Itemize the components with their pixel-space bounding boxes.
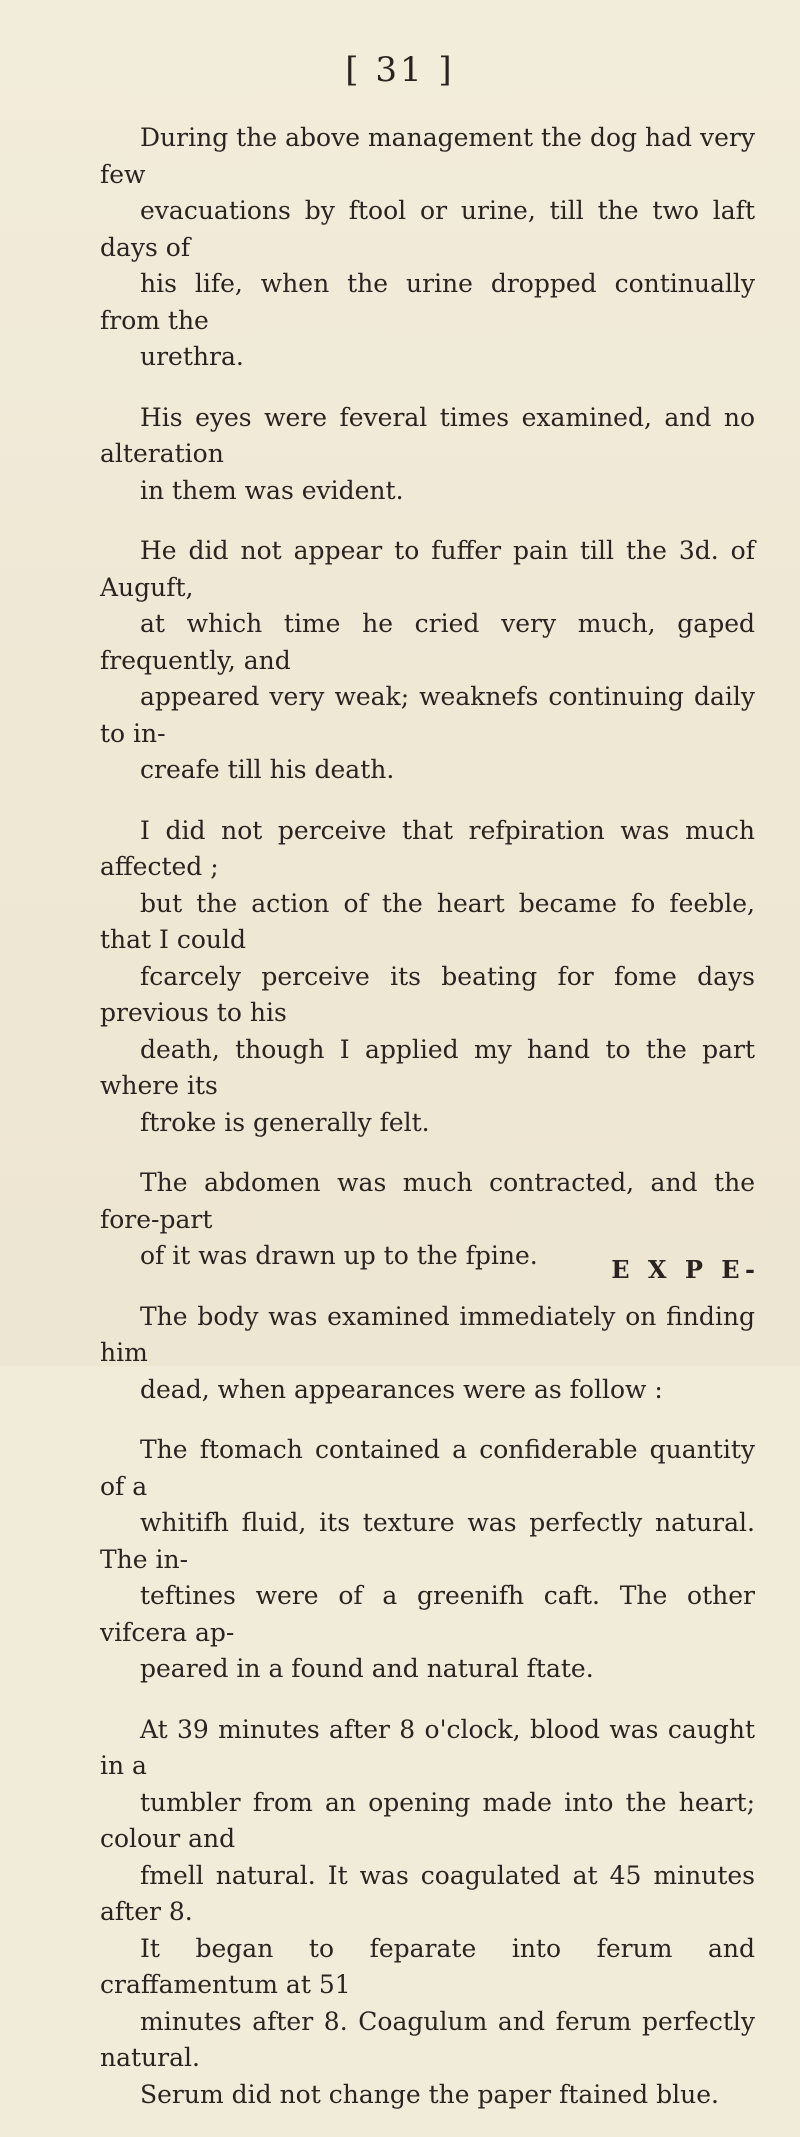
text-line: I did not perceive that refpiration was much affected ; <box>100 815 755 881</box>
text-line: dead, when appearances were as follow : <box>140 1374 663 1404</box>
text-line: whitifh fluid, its texture was perfectly natural. The in- <box>100 1508 755 1574</box>
body-text <box>100 120 755 2137</box>
text-line: During the above management the dog had very few <box>100 123 755 189</box>
text-line: creafe till his death. <box>140 755 395 784</box>
text-line: of it was drawn up to the fpine. <box>140 1241 538 1270</box>
text-line: At 39 minutes after 8 o'clock, blood was caught in a <box>100 1714 755 1780</box>
text-line: fcarcely perceive its beating for fome days previous to his <box>100 961 755 1027</box>
paragraph <box>100 1712 755 2114</box>
text-line: The abdomen was much contracted, and the fore-part <box>100 1168 755 1234</box>
text-line: peared in a found and natural ftate. <box>140 1654 594 1683</box>
paragraph <box>100 813 755 1142</box>
paragraph <box>100 120 755 376</box>
text-line: death, though I applied my hand to the part where its <box>100 1034 755 1100</box>
text-line: his life, when the urine dropped continually from the <box>100 269 755 335</box>
text-line: fmell natural. It was coagulated at 45 minutes after 8. <box>100 1860 755 1926</box>
text-line: evacuations by ftool or urine, till the two laft days of <box>100 196 755 262</box>
text-line: His eyes were feveral times examined, and no alteration <box>100 402 755 468</box>
text-line: The ftomach contained a confiderable quantity of a <box>100 1435 755 1501</box>
page-number-header: [ 31 ] <box>345 50 455 90</box>
text-line: tumbler from an opening made into the heart; colour and <box>100 1787 755 1853</box>
text-line: urethra. <box>140 342 244 371</box>
catchword: E X P E- <box>611 1255 760 1284</box>
text-line: ftroke is generally felt. <box>140 1107 430 1137</box>
text-line: Serum did not change the paper ftained blue. <box>140 2079 719 2109</box>
text-line: It began to feparate into ferum and craffamentum at 51 <box>100 1933 755 1999</box>
text-line: in them was evident. <box>140 475 404 505</box>
text-line: appeared very weak; weaknefs continuing daily to in- <box>100 682 755 748</box>
text-line: but the action of the heart became fo feeble, that I could <box>100 888 755 954</box>
text-line: teftines were of a greenifh caft. The other vifcera ap- <box>100 1581 755 1647</box>
text-line: at which time he cried very much, gaped frequently, and <box>100 609 755 675</box>
paragraph <box>100 533 755 789</box>
paragraph <box>100 400 755 510</box>
text-line: The body was examined immediately on finding him <box>100 1301 755 1367</box>
paragraph <box>100 1432 755 1688</box>
text-line: minutes after 8. Coagulum and ferum perfectly natural. <box>100 2006 755 2072</box>
paragraph <box>100 1299 755 1409</box>
text-line: He did not appear to fuffer pain till the 3d. of Auguft, <box>100 536 755 602</box>
